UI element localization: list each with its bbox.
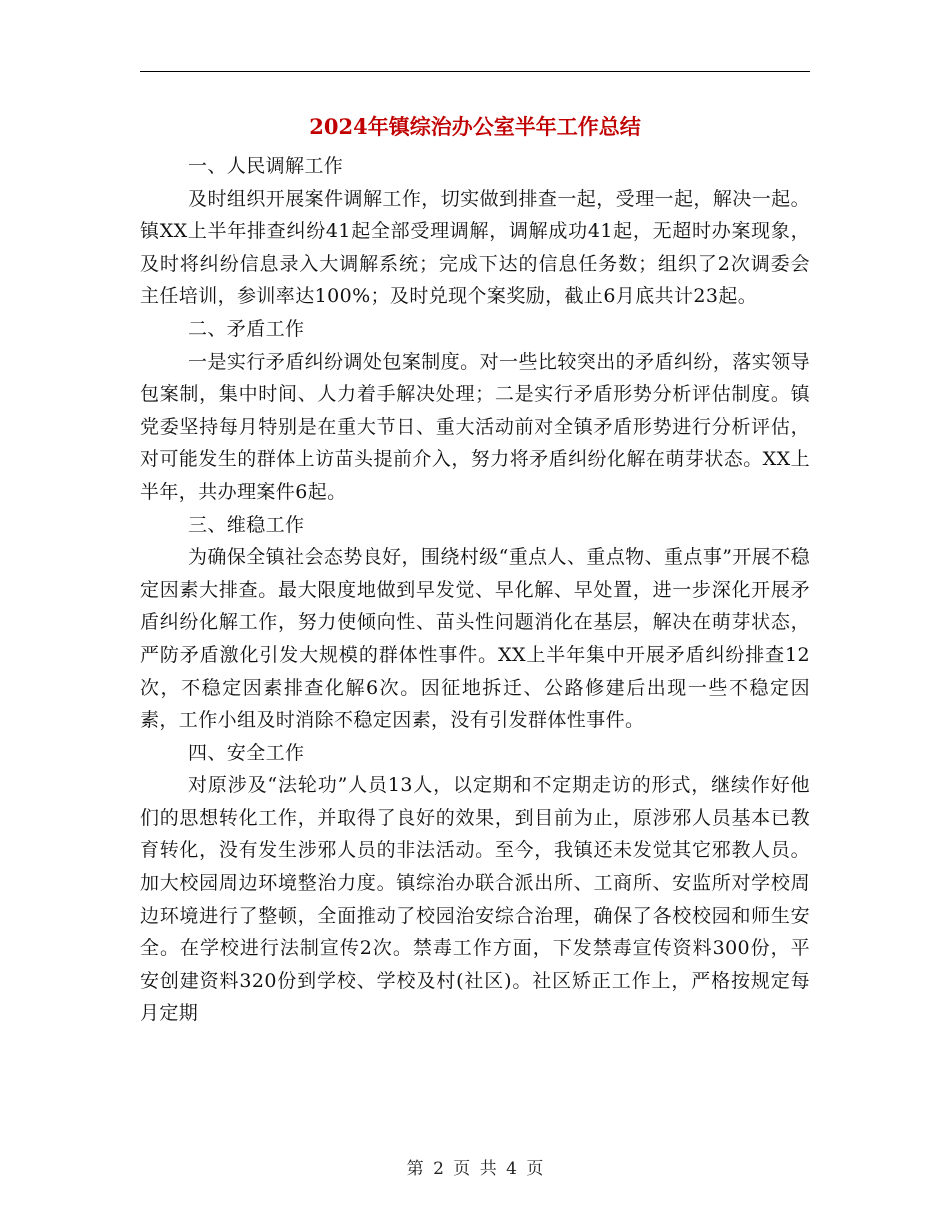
section-body-mediation: 及时组织开展案件调解工作，切实做到排查一起，受理一起，解决一起。镇XX上半年排查纠纷41起全部受理调解，调解成功41起，无超时办案现象，及时将纠纷信息录入大调解系统；完成下达的信息任务数；组织了2次调委会主任培训，参训率达100%；及时兑现个案奖励，截止6月底共计23起。	[140, 187, 810, 308]
header-rule	[140, 71, 810, 72]
section-body-conflict: 一是实行矛盾纠纷调处包案制度。对一些比较突出的矛盾纠纷，落实领导包案制，集中时间、人力着手解决处理；二是实行矛盾形势分析评估制度。镇党委坚持每月特别是在重大节日、重大活动前对全镇矛盾形势进行分析评估，对可能发生的群体上访苗头提前介入，努力将矛盾纠纷化解在萌芽状态。XX上半年，共办理案件6起。	[140, 350, 810, 503]
page-number: 第 2 页 共 4 页	[406, 1159, 544, 1179]
section-heading-mediation: 一、人民调解工作	[188, 155, 344, 177]
document-title: 2024年镇综治办公室半年工作总结	[309, 114, 641, 139]
section-heading-stability: 三、维稳工作	[188, 513, 305, 536]
document-body	[140, 150, 810, 1030]
section-heading-conflict: 二、矛盾工作	[188, 317, 305, 340]
section-body-stability: 为确保全镇社会态势良好，围绕村级“重点人、重点物、重点事”开展不稳定因素大排查。最大限度地做到早发觉、早化解、早处置，进一步深化开展矛盾纠纷化解工作，努力使倾向性、苗头性问题消化在基层，解决在萌芽状态，严防矛盾激化引发大规模的群体性事件。XX上半年集中开展矛盾纠纷排查12次，不稳定因素排查化解6次。因征地拆迁、公路修建后出现一些不稳定因素，工作小组及时消除不稳定因素，没有引发群体性事件。	[140, 546, 810, 732]
section-body-safety: 对原涉及“法轮功”人员13人，以定期和不定期走访的形式，继续作好他们的思想转化工作，并取得了良好的效果，到目前为止，原涉邪人员基本已教育转化，没有发生涉邪人员的非法活动。至今，我镇还未发觉其它邪教人员。加大校园周边环境整治力度。镇综治办联合派出所、工商所、安监所对学校周边环境进行了整顿，全面推动了校园治安综合治理，确保了各校校园和师生安全。在学校进行法制宣传2次。禁毒工作方面，下发禁毒宣传资料300份，平安创建资料320份到学校、学校及村(社区)。社区矫正工作上，严格按规定每月定期	[140, 774, 810, 1025]
section-heading-safety: 四、安全工作	[188, 741, 305, 764]
